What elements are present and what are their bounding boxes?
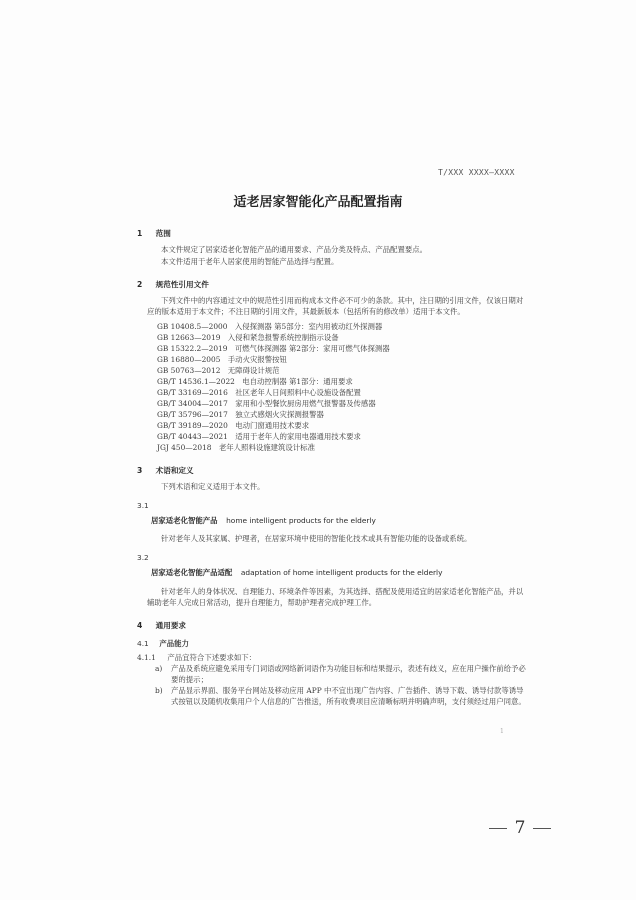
section-heading-general-requirements (137, 620, 527, 631)
reference-item: GB/T 34004—2017 家用和小型餐饮厨房用燃气报警器及传感器 (157, 399, 376, 408)
reference-item: GB/T 33169—2016 社区老年人日间照料中心设施设备配置 (157, 388, 361, 397)
term-entry (151, 515, 527, 526)
item-marker: a) (155, 663, 163, 673)
reference-item: GB 50763—2012 无障碍设计规范 (157, 366, 280, 375)
section-number: 3 (137, 466, 143, 475)
subsection-heading (137, 638, 527, 649)
subsection-title: 产品能力 (159, 638, 189, 648)
term-number: 3.1 (137, 501, 149, 510)
item-text: 产品显示界面、服务平台网站及移动应用 APP 中不宜出现广告内容、广告插件、诱导下载、诱导付款等诱导式按钮以及随机收集用户个人信息的广告推送，所有收费项目应清晰标明并明确声明，支付须经过用户同意。 (171, 685, 526, 706)
page-number (470, 818, 570, 838)
section-number: 1 (137, 229, 143, 238)
document-code: T/XXX XXXX—XXXX (438, 168, 515, 177)
reference-item: GB/T 40443—2021 适用于老年人的家用电器通用技术要求 (157, 432, 361, 441)
clause-item (155, 685, 527, 707)
section-title: 范围 (155, 229, 171, 238)
reference-list (157, 321, 527, 453)
reference-item: GB/T 39189—2020 电动门窗通用技术要求 (157, 421, 310, 430)
term-definition: 针对老年人的身体状况、自理能力、环境条件等因素，为其选择、搭配及使用适宜的居家适老化智能产品，并以辅助老年人完成日常活动，提升自理能力，帮助护理者完成护理工作。 (147, 586, 524, 607)
paragraph: 下列术语和定义适用于本文件。 (161, 482, 265, 491)
reference-item: GB 12663—2019 入侵和紧急报警系统控制指示设备 (157, 333, 339, 342)
clause-text: 产品宜符合下述要求如下： (167, 652, 257, 662)
clause-item-list (155, 663, 527, 707)
document-title: 适老居家智能化产品配置指南 (233, 195, 403, 210)
section-title: 术语和定义 (155, 466, 194, 475)
reference-item: GB/T 14536.1—2022 电自动控制器 第1部分：通用要求 (157, 377, 353, 386)
reference-item: JGJ 450—2018 老年人照料设施建筑设计标准 (157, 443, 315, 452)
reference-item: GB 16880—2005 手动火灾报警按钮 (157, 355, 287, 364)
clause-number: 4.1.1 (137, 652, 156, 662)
term-number: 3.2 (137, 553, 149, 563)
paragraph: 下列文件中的内容通过文中的规范性引用而构成本文件必不可少的条款。其中，注日期的引用文件，仅该日期对应的版本适用于本文件；不注日期的引用文件，其最新版本（包括所有的修改单）适用于本文件。 (147, 296, 524, 316)
section-heading-normative-references (137, 279, 527, 290)
clause-item (155, 663, 527, 685)
reference-item: GB 10408.5—2000 入侵探测器 第5部分：室内用被动红外探测器 (157, 322, 383, 331)
dash-right (533, 828, 551, 829)
term-entry (151, 567, 527, 578)
section-number: 2 (137, 280, 143, 289)
section-heading-terms (137, 465, 527, 476)
subsection-number: 4.1 (137, 638, 149, 648)
document-body (137, 221, 527, 707)
section-number: 4 (137, 620, 143, 630)
term-english: home intelligent products for the elderly (226, 516, 376, 525)
item-marker: b) (155, 685, 163, 695)
section-heading-scope (137, 228, 527, 239)
paragraph: 本文件适用于老年人居家使用的智能产品选择与配置。 (161, 257, 339, 266)
reference-item: GB/T 35796—2017 独立式感烟火灾探测报警器 (157, 410, 324, 419)
clause (137, 652, 527, 663)
section-title: 通用要求 (155, 620, 187, 630)
inner-page-number: 1 (500, 728, 504, 735)
item-text: 产品及系统应避免采用专门词语或网络新词语作为功能目标和结果提示，表述有歧义，应在用户操作前给予必要的提示； (171, 663, 526, 684)
term-chinese: 居家适老化智能产品 (151, 516, 218, 525)
term-definition: 针对老年人及其家属、护理者，在居家环境中使用的智能化技术或具有智能功能的设备或系统。 (161, 534, 472, 544)
term-chinese: 居家适老化智能产品适配 (151, 568, 233, 578)
section-title: 规范性引用文件 (155, 280, 209, 289)
page-number-value: 7 (514, 818, 526, 838)
reference-item: GB 15322.2—2019 可燃气体探测器 第2部分：家用可燃气体探测器 (157, 344, 390, 353)
paragraph: 本文件规定了居家适老化智能产品的通用要求、产品分类及特点、产品配置要点。 (161, 245, 428, 254)
dash-left (489, 828, 507, 829)
term-english: adaptation of home intelligent products for the elderly (240, 568, 443, 578)
